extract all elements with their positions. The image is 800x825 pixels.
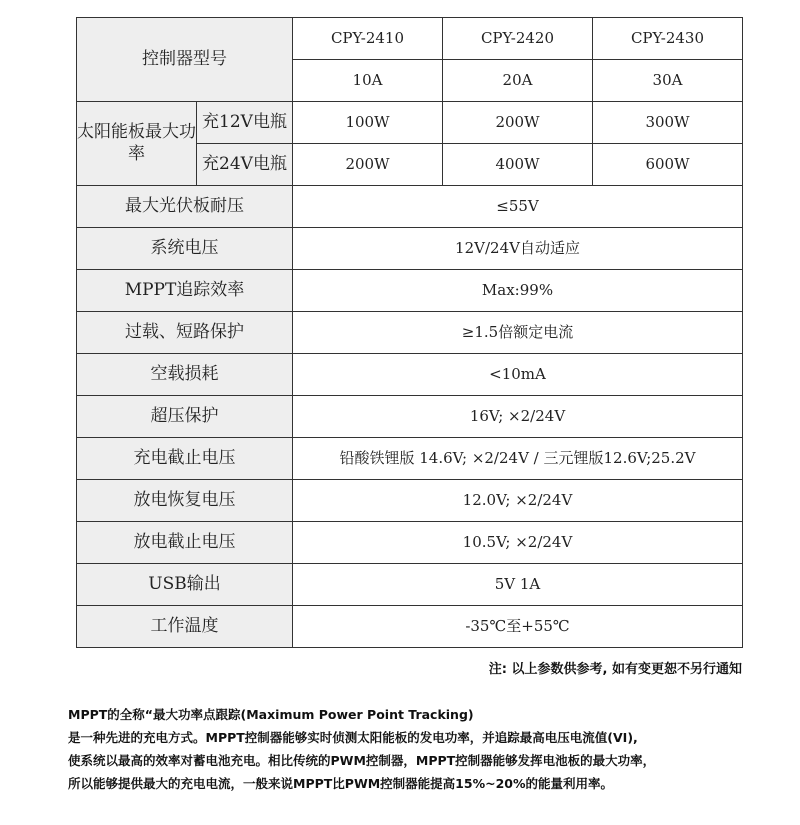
description-line: 所以能够提供最大的充电电流，一般来说MPPT比PWM控制器能提高15%~20%的能量利用率。	[68, 776, 613, 791]
row-value: 12.0V; ×2/24V	[293, 480, 743, 522]
max-power-label: 太阳能板最大功率	[77, 102, 197, 186]
row-value: ≤55V	[293, 186, 743, 228]
charge-12v-label: 充12V电瓶	[197, 102, 293, 144]
row-label: 系统电压	[77, 228, 293, 270]
row-value: <10mA	[293, 354, 743, 396]
model-cell: CPY-2430	[593, 18, 743, 60]
row-label: 超压保护	[77, 396, 293, 438]
row-label: 过载、短路保护	[77, 312, 293, 354]
current-cell: 20A	[443, 60, 593, 102]
table-row	[77, 354, 743, 396]
power-cell: 200W	[443, 102, 593, 144]
table-row	[77, 522, 743, 564]
row-label: 充电截止电压	[77, 438, 293, 480]
model-label: 控制器型号	[77, 18, 293, 102]
row-value: 铅酸铁锂版 14.6V; ×2/24V / 三元锂版12.6V;25.2V	[293, 438, 743, 480]
table-row	[77, 228, 743, 270]
row-value: 12V/24V自动适应	[293, 228, 743, 270]
table-row	[77, 606, 743, 648]
power-cell: 400W	[443, 144, 593, 186]
charge-12v-row	[77, 102, 743, 144]
table-row	[77, 438, 743, 480]
row-value: Max:99%	[293, 270, 743, 312]
description-line: 是一种先进的充电方式。MPPT控制器能够实时侦测太阳能板的发电功率，并追踪最高电压电流值(VI),	[68, 730, 638, 745]
row-label: 放电截止电压	[77, 522, 293, 564]
power-cell: 300W	[593, 102, 743, 144]
table-row	[77, 480, 743, 522]
power-cell: 200W	[293, 144, 443, 186]
row-label: 放电恢复电压	[77, 480, 293, 522]
spec-table	[76, 17, 743, 648]
row-label: USB输出	[77, 564, 293, 606]
row-value: ≥1.5倍额定电流	[293, 312, 743, 354]
table-row	[77, 396, 743, 438]
row-value: 16V; ×2/24V	[293, 396, 743, 438]
current-cell: 10A	[293, 60, 443, 102]
table-row	[77, 564, 743, 606]
table-row	[77, 270, 743, 312]
row-label: MPPT追踪效率	[77, 270, 293, 312]
mppt-description	[68, 703, 768, 795]
current-cell: 30A	[593, 60, 743, 102]
model-cell: CPY-2410	[293, 18, 443, 60]
model-cell: CPY-2420	[443, 18, 593, 60]
description-line: 使系统以最高的效率对蓄电池充电。相比传统的PWM控制器，MPPT控制器能够发挥电池板的最大功率，	[68, 753, 656, 768]
description-line: MPPT的全称“最大功率点跟踪(Maximum Power Point Tracking)	[68, 707, 474, 722]
row-value: 10.5V; ×2/24V	[293, 522, 743, 564]
row-label: 最大光伏板耐压	[77, 186, 293, 228]
charge-24v-label: 充24V电瓶	[197, 144, 293, 186]
row-label: 工作温度	[77, 606, 293, 648]
power-cell: 100W	[293, 102, 443, 144]
row-label: 空载损耗	[77, 354, 293, 396]
row-value: -35℃至+55℃	[293, 606, 743, 648]
disclaimer-note: 注: 以上参数供参考, 如有变更恕不另行通知	[488, 662, 742, 677]
model-row	[77, 18, 743, 60]
row-value: 5V 1A	[293, 564, 743, 606]
table-row	[77, 186, 743, 228]
power-cell: 600W	[593, 144, 743, 186]
table-row	[77, 312, 743, 354]
